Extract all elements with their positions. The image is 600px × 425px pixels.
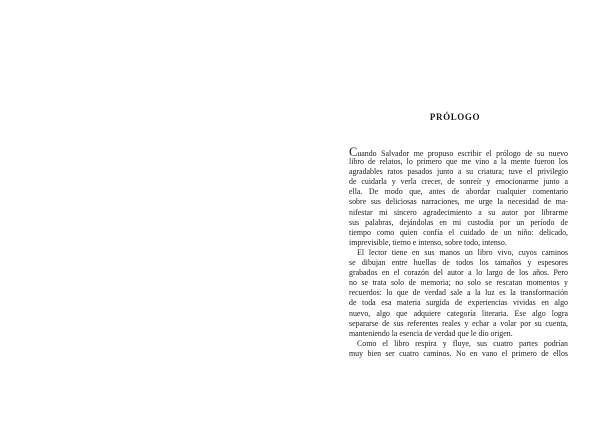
paragraph-2-line: separarse de sus referentes reales y echar a volar por su cuenta, xyxy=(349,318,568,328)
paragraph-2-line: no se trata solo de memoria; no solo se rescatan momentos y xyxy=(349,278,568,288)
paragraph-3-line: Como el libro respira y fluye, sus cuatro partes podrían xyxy=(357,338,568,348)
paragraph-1-line: sus palabras, dejándolas en mi custodia por un período de xyxy=(349,217,568,227)
chapter-title: PRÓLOGO xyxy=(429,112,481,122)
body-text xyxy=(349,147,568,359)
paragraph-1-line: nifestar mi sincero agradecimiento a su autor por librarme xyxy=(349,207,568,217)
paragraph-2-line: de toda esa materia surgida de experiencias vividas en algo xyxy=(349,298,568,308)
paragraph-1-line-1: Cuando Salvador me propuso escribir el prólogo de su nuevo xyxy=(349,145,568,159)
paragraph-2-line: nuevo, algo que adquiere categoría literaria. Ese algo logra xyxy=(349,308,568,318)
paragraph-2-line: manteniendo la esencia de verdad que le dio origen. xyxy=(349,328,513,338)
paragraph-3-line: muy bien ser cuatro caminos. No en vano el primero de ellos xyxy=(349,348,568,358)
paragraph-1-line: de cuidarla y verla crecer, de sonreír y emocionarme junto a xyxy=(349,177,568,187)
paragraph-1-line: ella. De modo que, antes de abordar cualquier comentario xyxy=(349,187,568,197)
drop-cap: C xyxy=(349,145,358,159)
paragraph-2-line: grabados en el corazón del autor a lo largo de los años. Pero xyxy=(349,268,568,278)
paragraph-2-line: El lector tiene en sus manos un libro vivo, cuyos caminos xyxy=(357,247,568,257)
paragraph-2-line: se dibujan entre huellas de todos los tamaños y espesores xyxy=(349,258,568,268)
paragraph-1-line: imprevisible, tierno e intenso, sobre todo, intenso. xyxy=(349,237,507,247)
paragraph-2-line: recuerdos: lo que de verdad sale a la luz es la transformación xyxy=(349,288,568,298)
paragraph-1-line: sobre sus deliciosas narraciones, me urge la necesidad de ma- xyxy=(349,197,568,207)
paragraph-1-line: tiempo como quien confía el cuidado de un niño: delicado, xyxy=(349,227,568,237)
paragraph-1-line: libro de relatos, lo primero que me vino a la mente fueron los xyxy=(349,157,568,167)
paragraph-1-line: agradables ratos pasados junto a su criatura; tuve el privilegio xyxy=(349,167,568,177)
